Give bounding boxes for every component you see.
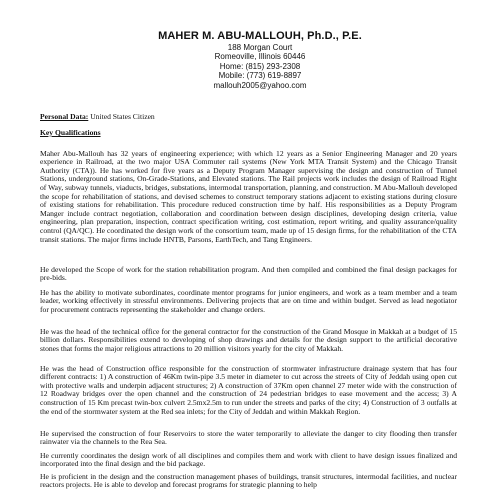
paragraph-4: He was the head of the technical office for the general contractor for the construction of the Grand Mosque in Makkah at a budget of 15 billion dollars. Responsibilities extend to developing of shop drawings and details for the design support to the artificial decorative stones that forms the major religious attractions to 20 million visitors yearly for the city of Makkah. (40, 326, 457, 353)
paragraph-7: He currently coordinates the design work of all disciplines and compiles them and work with client to have design issues finalized and incorporated into the final design and the bid package. (40, 450, 457, 469)
paragraph-8: He is proficient in the design and the construction management phases of buildings, transit structures, intermodal facilities, and nuclear reactors projects. He is able to develop and forecast programs for strategic planning to help (40, 471, 457, 490)
address-city: Romeoville, Illinois 60446 (214, 52, 306, 62)
mobile-phone: Mobile: (773) 619-8897 (218, 71, 302, 81)
paragraph-3: He has the ability to motivate subordinates, coordinate mentor programs for junior engineers, and work as a team member and a team leader, working effectively in stressful environments. Delivering projects that are on time and within budget. Served as lead negotiator for procurement contracts representing the stakeholder and change orders. (40, 287, 457, 314)
personal-data-value: United States Citizen (88, 112, 155, 121)
paragraph-6: He supervised the construction of four Reservoirs to store the water temporarily to alleviate the danger to city flooding then transfer rainwater via the channels to the Rea Sea. (40, 428, 457, 447)
personal-data-label: Personal Data: (40, 112, 89, 121)
personal-data-line (40, 113, 457, 122)
address-street: 188 Morgan Court (227, 43, 293, 52)
home-phone: Home: (815) 293-2308 (219, 61, 301, 71)
paragraph-2: He developed the Scope of work for the station rehabilitation program. And then compiled and combined the final design packages for pre-bids. (40, 264, 457, 283)
section-title-key-qualifications: Key Qualifications (40, 128, 101, 137)
paragraph-5: He was the head of Construction office responsible for the construction of stormwater infrastructure drainage system that has four different contracts: 1) A construction of 46Km twin-pipe 3.5 meter in diameter to cut across the streets of City of Jeddah using open cut with protective walls and underpin adjacent structures; 2) A construction of 37Km open channel 27 meter wide with the construction of 12 Roadway bridges over the open channel and the construction of 24 pedestrian bridges to ease movement and the access; 3) A construction of 15 Km precast twin-box culvert 2.5mx2.5m to run under the streets and parks of the city; 4) Construction of 3 outfalls at the end of the stormwater system at the Red sea inlets; for the City of Jeddah and within Makkah Region. (40, 363, 457, 416)
candidate-name: MAHER M. ABU-MALLOUH, Ph.D., P.E. (158, 30, 362, 42)
contact-block (150, 43, 370, 90)
paragraph-1: Maher Abu-Mallouh has 32 years of engineering experience; with which 12 years as a Senior Engineering Manager and 20 years experience in Railroad, at the two major USA Commuter rail systems (New York MTA Transit System) and the Chicago Transit Authority (CTA)). He has worked for five years as a Deputy Program Manager supervising the design and construction of Tunnel Stations, underground stations, On-Grade-Stations, and Elevated stations. The Rail projects work includes the design of Railroad Right of Way, subway tunnels, viaducts, bridges, substations, intermodal transportation, planning, and construction. M Abu-Mallouh developed the scope for rehabilitation of stations, and devised schemes to construct temporary stations adjacent to existing stations during closure of existing stations for rehabilitation. This procedure reduced construction time by half. His responsibilities as a Deputy Program Manger include contract negotiation, collaboration and coordination between design disciplines, developing design criteria, value engineering, plan preparation, inspection, contract specification writing, cost estimation, report writing, and quality assurance/quality control (QA/QC). He coordinated the design work of the consortium team, made up of 15 design firms, for the rehabilitation of the CTA transit stations. The major firms include HNTB, Parsons, EarthTech, and Tang Engineers. (40, 148, 457, 244)
email-address[interactable]: mallouh2005@yahoo.com (213, 80, 307, 90)
